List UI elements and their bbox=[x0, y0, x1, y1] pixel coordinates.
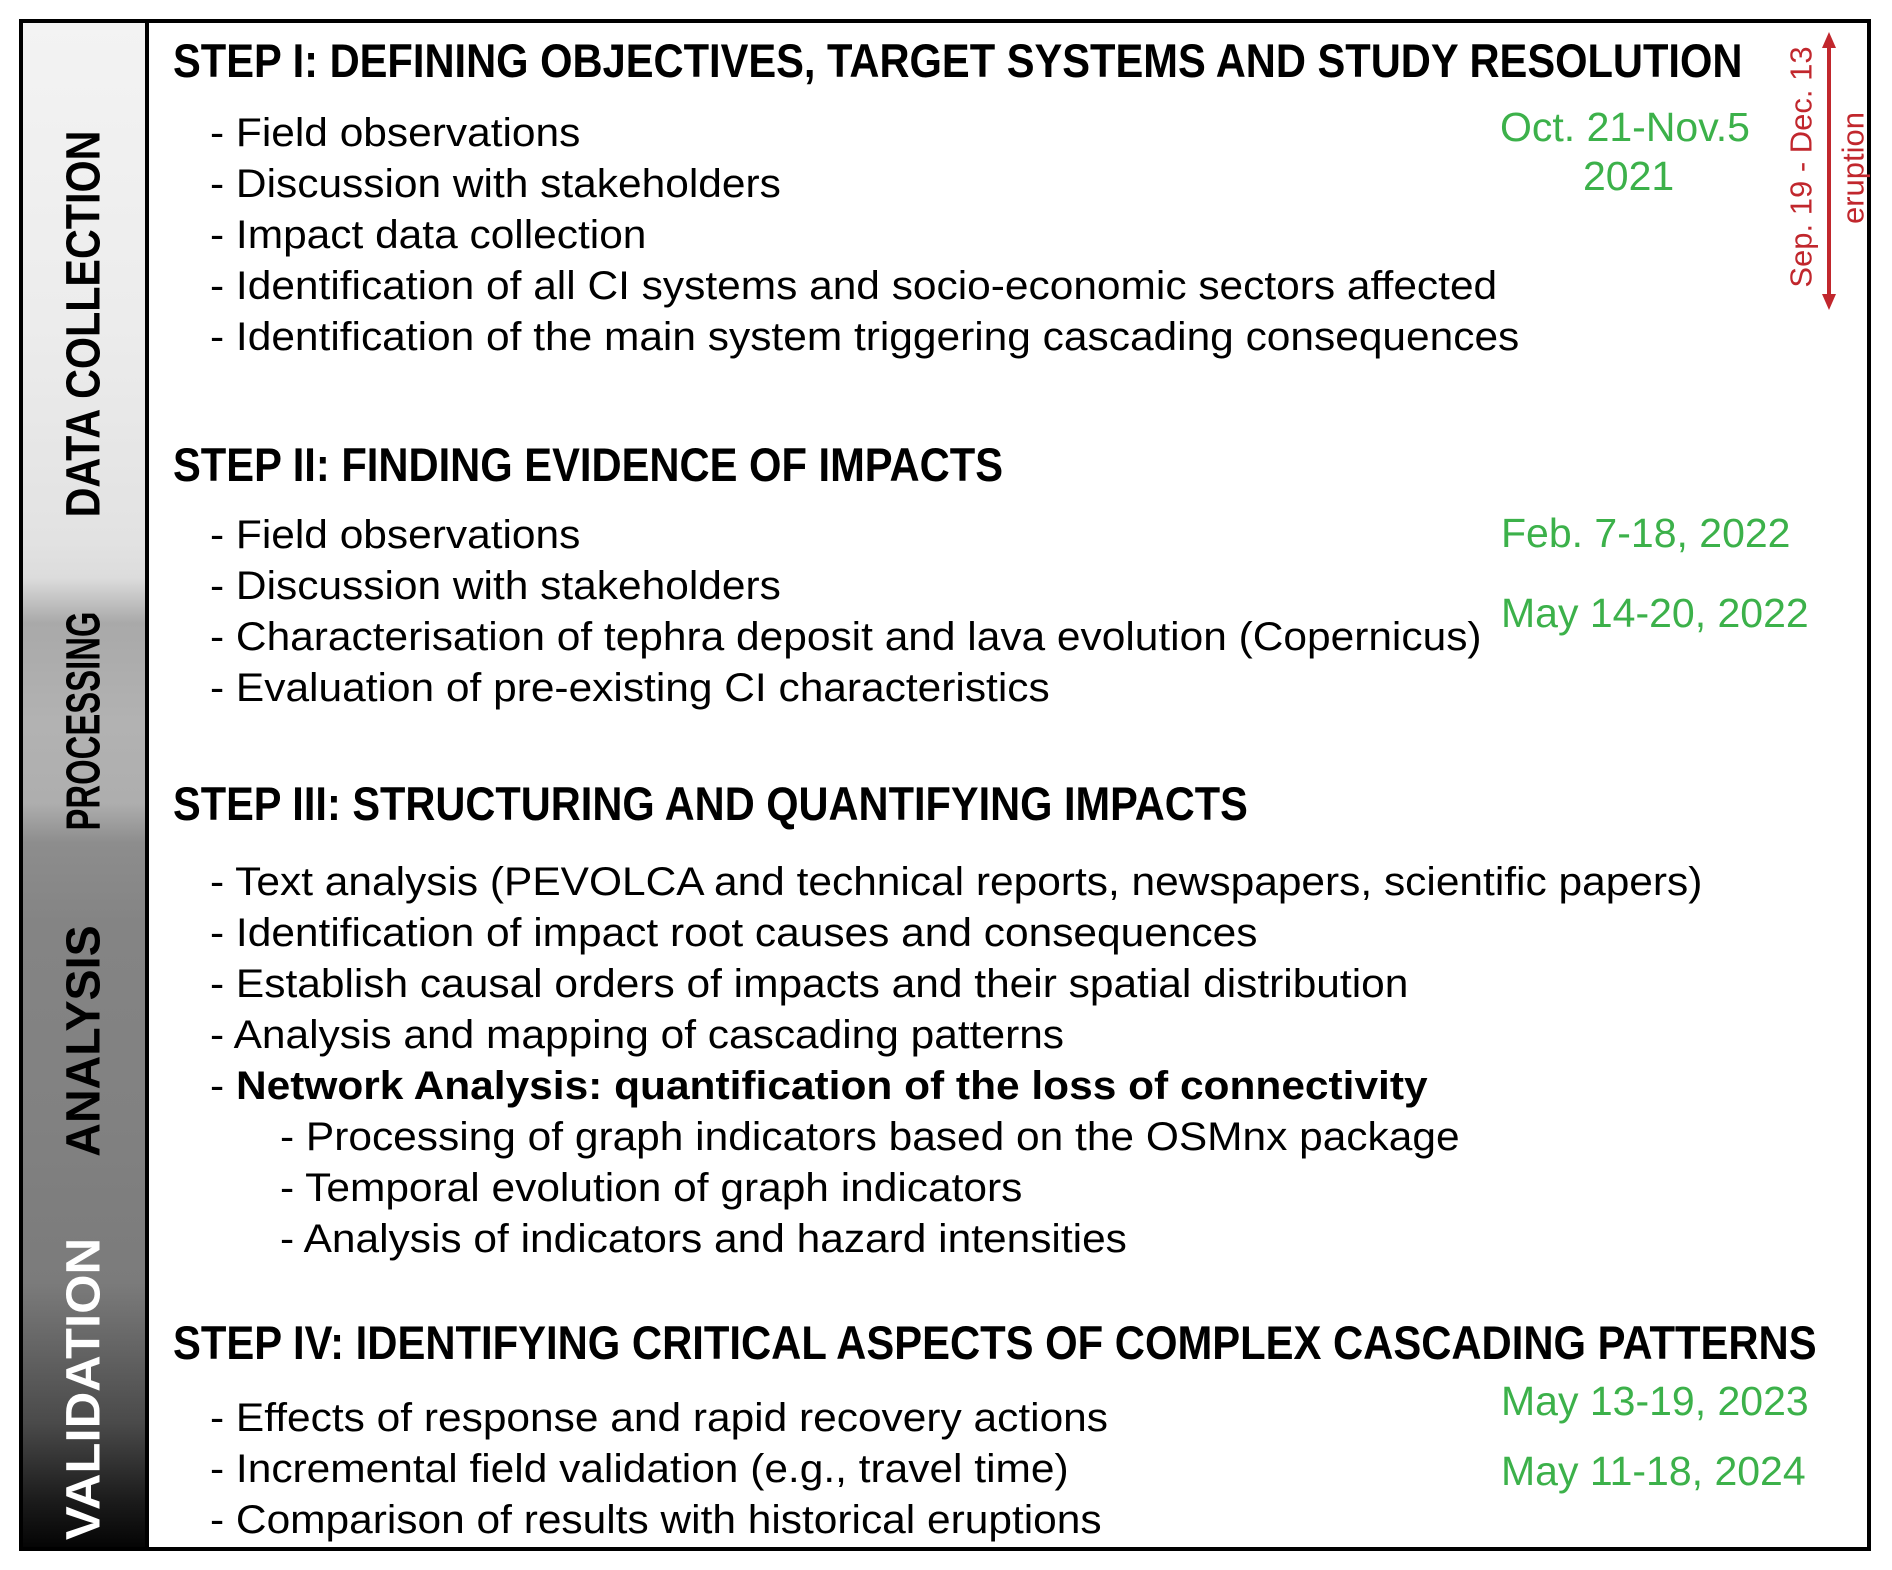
step-4-item: - Incremental field validation (e.g., travel time) bbox=[210, 1447, 1069, 1491]
step-2-title: STEP II: FINDING EVIDENCE OF IMPACTS bbox=[173, 438, 1003, 491]
step-4-date-1: May 13-19, 2023 bbox=[1501, 1378, 1809, 1424]
bold-item-dash: - bbox=[210, 1064, 225, 1108]
step-1-date-year: 2021 bbox=[1583, 153, 1675, 199]
phase-label-analysis: ANALYSIS bbox=[57, 925, 111, 1157]
step-1-item: - Field observations bbox=[210, 111, 581, 155]
step-3-item: - Establish causal orders of impacts and their spatial distribution bbox=[210, 962, 1409, 1006]
step-2-item: - Evaluation of pre-existing CI characteristics bbox=[210, 666, 1050, 710]
eruption-label: eruption bbox=[1835, 111, 1871, 225]
step-1-item: - Impact data collection bbox=[210, 213, 647, 257]
step-1-item: - Identification of the main system triggering cascading consequences bbox=[210, 315, 1520, 359]
double-headed-arrow-icon bbox=[1817, 30, 1841, 312]
step-3-sub-item: - Temporal evolution of graph indicators bbox=[280, 1166, 1023, 1210]
step-1-date-range: Oct. 21-Nov.5 bbox=[1500, 104, 1750, 150]
step-2-item: - Characterisation of tephra deposit and lava evolution (Copernicus) bbox=[210, 615, 1482, 659]
step-2-date-1: Feb. 7-18, 2022 bbox=[1501, 510, 1791, 556]
step-2-item: - Field observations bbox=[210, 513, 581, 557]
step-3-sub-item: - Analysis of indicators and hazard intensities bbox=[280, 1217, 1127, 1261]
phase-label-processing: PROCESSING bbox=[57, 611, 111, 831]
step-2-item: - Discussion with stakeholders bbox=[210, 564, 781, 608]
eruption-period-label: Sep. 19 - Dec. 13 bbox=[1783, 46, 1819, 288]
step-3-title: STEP III: STRUCTURING AND QUANTIFYING IMPACTS bbox=[173, 777, 1248, 830]
step-3-item: - Text analysis (PEVOLCA and technical reports, newspapers, scientific papers) bbox=[210, 860, 1703, 904]
step-3-item: - Analysis and mapping of cascading patterns bbox=[210, 1013, 1065, 1057]
step-2-date-2: May 14-20, 2022 bbox=[1501, 590, 1809, 636]
step-4-title: STEP IV: IDENTIFYING CRITICAL ASPECTS OF COMPLEX CASCADING PATTERNS bbox=[173, 1316, 1817, 1369]
phase-label-data-collection: DATA COLLECTION bbox=[57, 130, 111, 518]
step-4-date-2: May 11-18, 2024 bbox=[1501, 1448, 1806, 1494]
bold-item-text: Network Analysis: quantification of the loss of connectivity bbox=[235, 1064, 1428, 1108]
step-1-item: - Discussion with stakeholders bbox=[210, 162, 781, 206]
step-4-item: - Effects of response and rapid recovery actions bbox=[210, 1396, 1109, 1440]
step-3-sub-item: - Processing of graph indicators based on the OSMnx package bbox=[280, 1115, 1460, 1159]
step-3-bold-item bbox=[210, 1066, 1428, 1106]
step-1-title: STEP I: DEFINING OBJECTIVES, TARGET SYSTEMS AND STUDY RESOLUTION bbox=[173, 34, 1743, 87]
phase-label-validation: VALIDATION bbox=[57, 1237, 111, 1541]
step-3-item: - Identification of impact root causes and consequences bbox=[210, 911, 1258, 955]
step-1-item: - Identification of all CI systems and socio-economic sectors affected bbox=[210, 264, 1498, 308]
step-4-item: - Comparison of results with historical eruptions bbox=[210, 1498, 1102, 1542]
